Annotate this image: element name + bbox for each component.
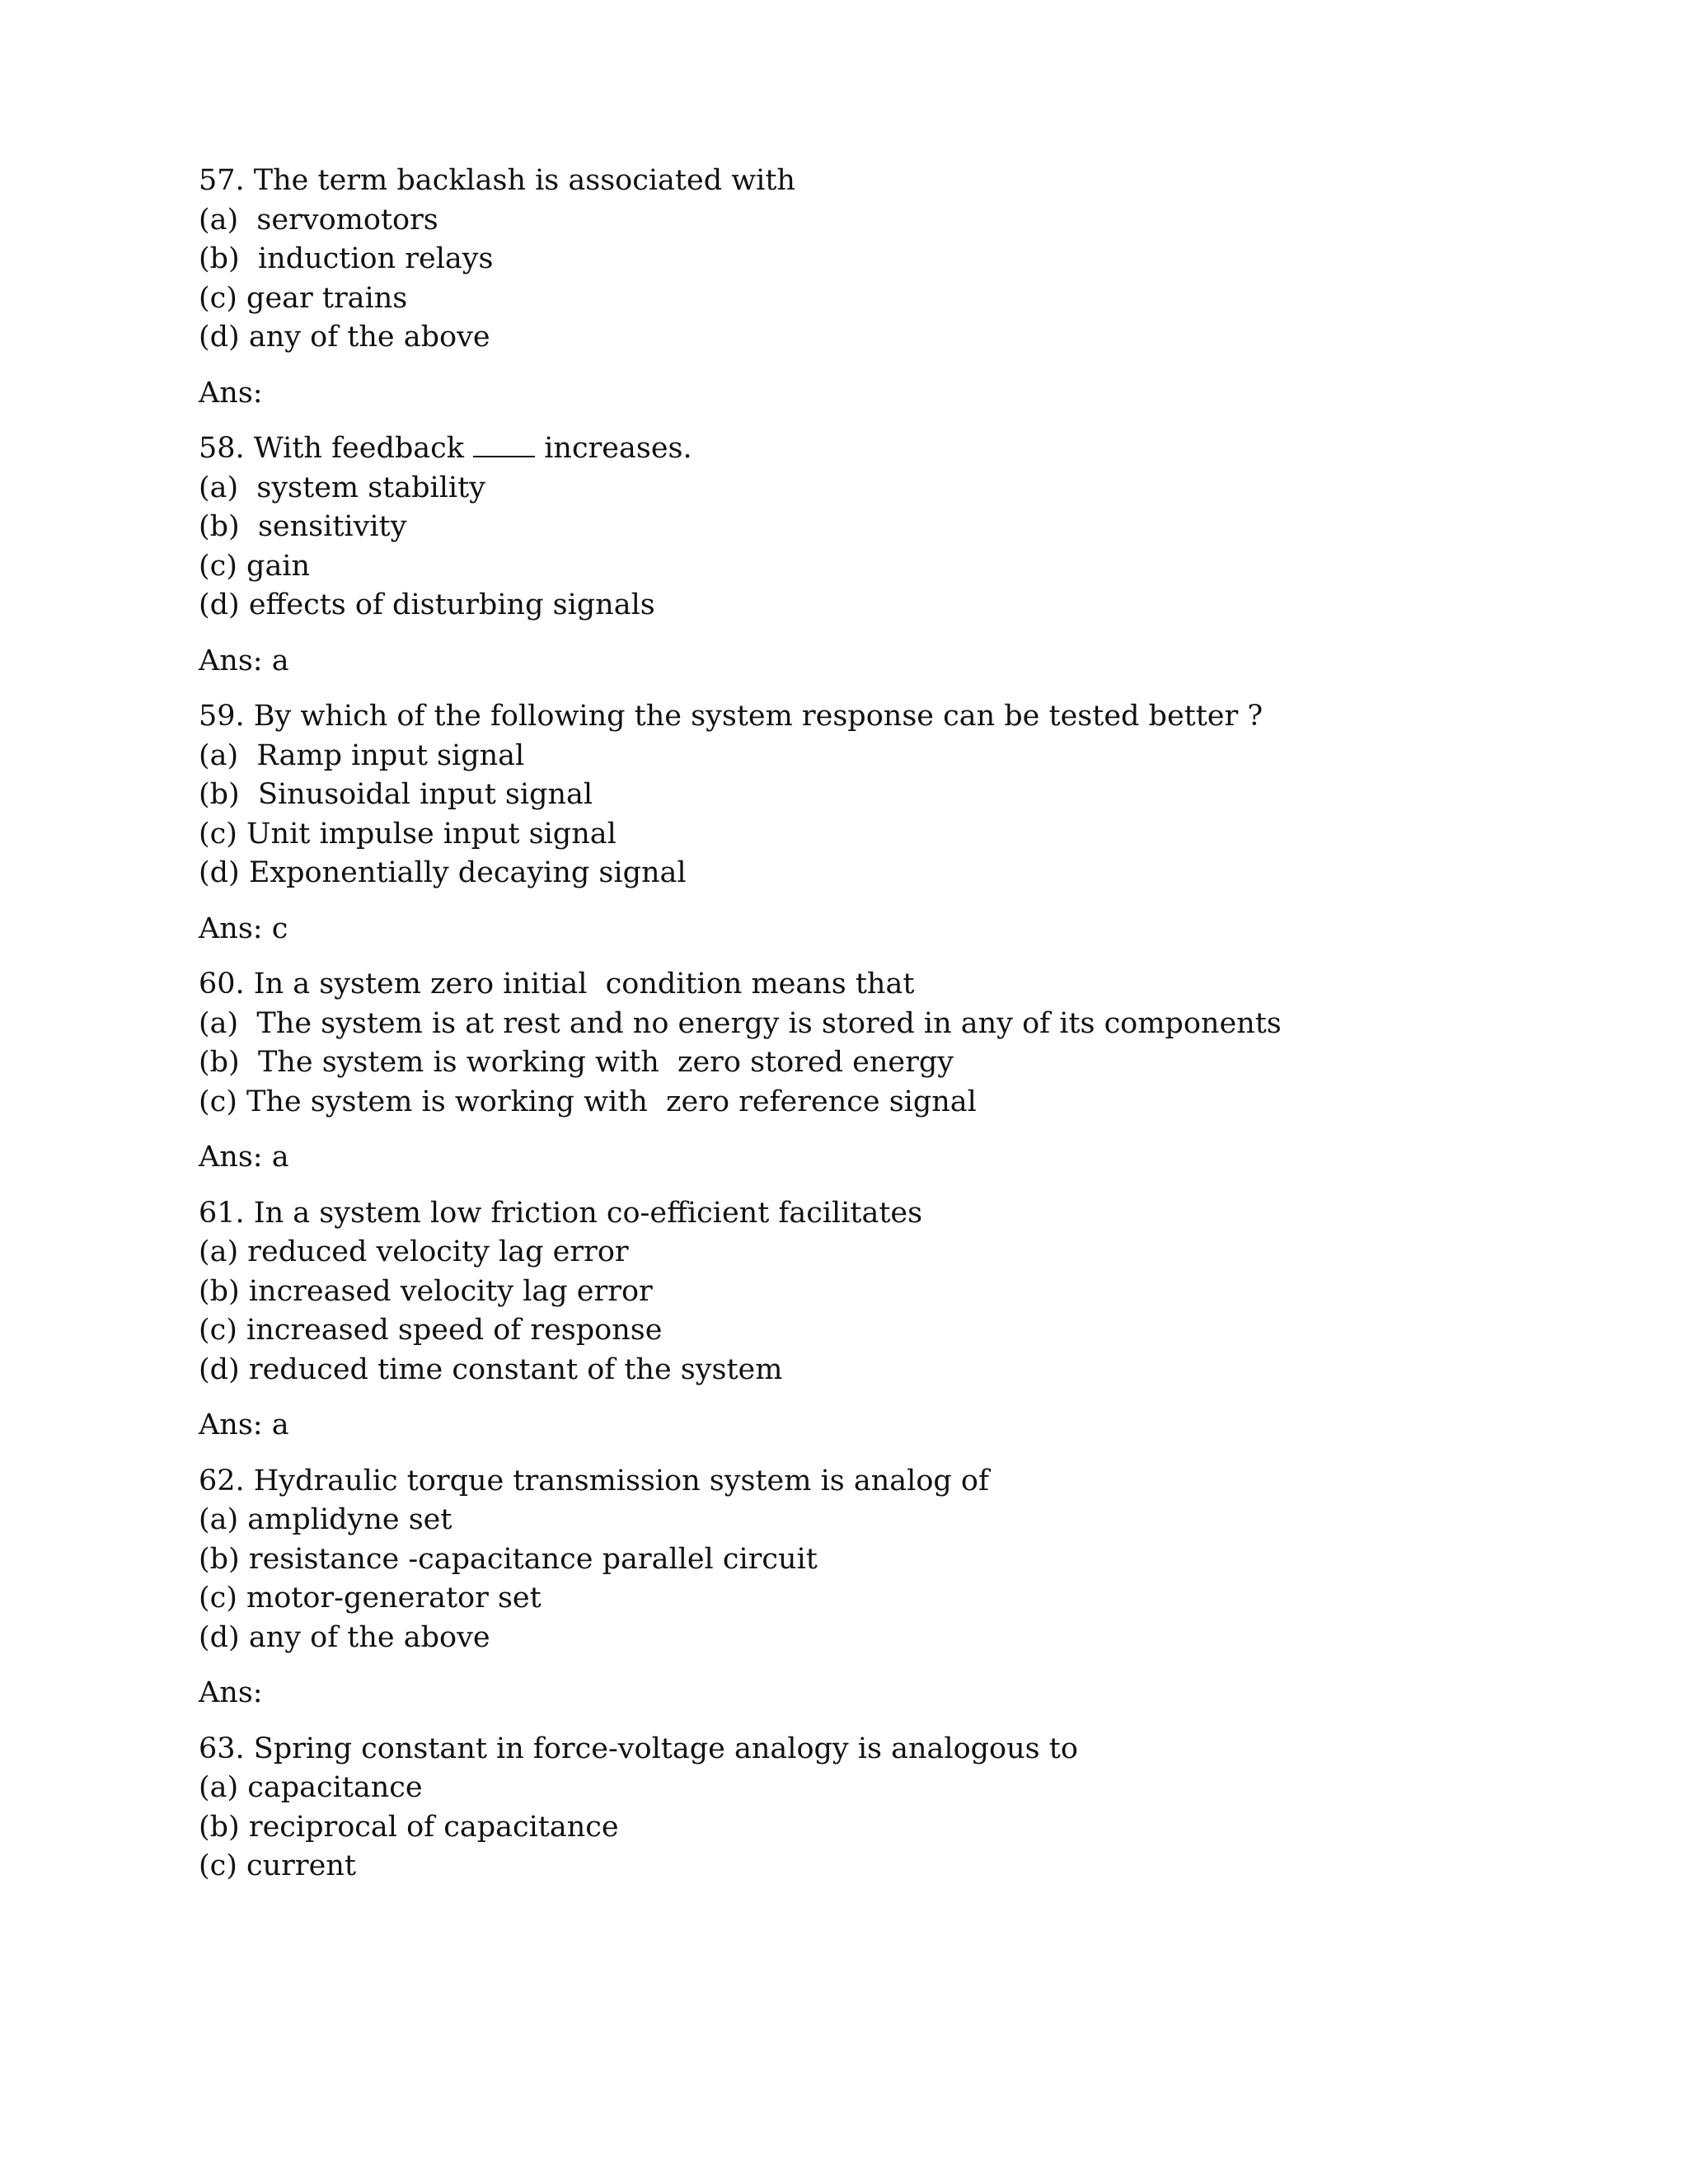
option-c: (c) Unit impulse input signal [199,817,617,851]
option-d: (d) any of the above [199,321,490,354]
question-57 [199,162,1600,413]
option-c: (c) current [199,1849,356,1882]
question-stem: 59. By which of the following the system response can be tested better ? [199,700,1264,733]
option-d: (d) any of the above [199,1620,490,1654]
option-b: (b) increased velocity lag error [199,1274,653,1308]
option-d: (d) reduced time constant of the system [199,1352,783,1386]
stem-text-after-blank: increases. [535,432,692,465]
option-b: (b) reciprocal of capacitance [199,1810,619,1844]
option-b: (b) induction relays [199,242,494,275]
question-63 [199,1730,1600,1886]
answer-line: Ans: [199,376,263,410]
option-a: (a) reduced velocity lag error [199,1235,629,1268]
option-c: (c) increased speed of response [199,1314,663,1347]
option-c: (c) gear trains [199,281,408,315]
question-61 [199,1194,1600,1446]
option-b: (b) The system is working with zero stored energy [199,1046,954,1079]
question-stem: 61. In a system low friction co-efficient facilitates [199,1196,923,1230]
option-d: (d) Exponentially decaying signal [199,856,687,889]
question-stem: 60. In a system zero initial condition means that [199,968,915,1001]
option-a: (a) Ramp input signal [199,738,525,772]
option-b: (b) resistance -capacitance parallel circuit [199,1542,818,1576]
question-stem: 57. The term backlash is associated with [199,164,795,197]
option-c: (c) gain [199,549,311,583]
question-stem: 63. Spring constant in force-voltage analogy is analogous to [199,1732,1078,1765]
stem-text-before-blank: 58. With feedback [199,432,474,465]
option-a: (a) The system is at rest and no energy is stored in any of its components [199,1006,1282,1040]
question-62 [199,1462,1600,1713]
option-c: (c) The system is working with zero reference signal [199,1085,977,1118]
option-a: (a) servomotors [199,203,438,237]
answer-line: Ans: [199,1676,263,1709]
option-c: (c) motor-generator set [199,1582,542,1615]
question-58 [199,429,1600,681]
option-b: (b) sensitivity [199,510,407,543]
option-a: (a) capacitance [199,1771,423,1804]
question-stem [199,429,1600,469]
option-d: (d) effects of disturbing signals [199,588,655,621]
question-59 [199,697,1600,949]
option-a: (a) amplidyne set [199,1503,452,1536]
answer-line: Ans: a [199,1141,289,1174]
option-a: (a) system stability [199,471,485,504]
question-stem: 62. Hydraulic torque transmission system is analog of [199,1464,989,1497]
answer-line: Ans: c [199,912,288,945]
fill-in-blank [473,448,535,457]
answer-line: Ans: a [199,1408,289,1441]
option-b: (b) Sinusoidal input signal [199,778,593,811]
answer-line: Ans: a [199,644,289,677]
question-list [199,162,1600,1886]
question-60 [199,965,1600,1178]
